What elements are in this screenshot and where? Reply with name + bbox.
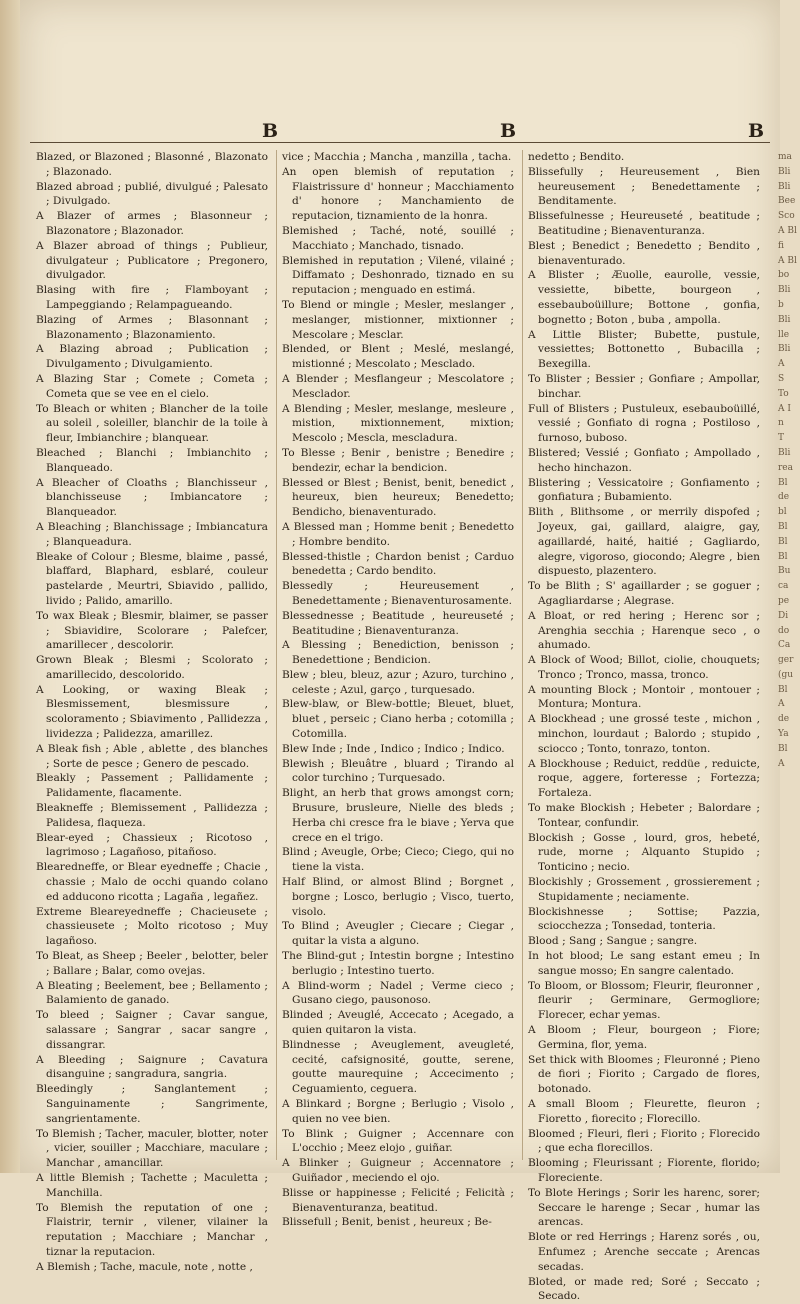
dictionary-entry: A Blinker ; Guigneur ; Accennatore ; Guiñador , meciendo el ojo. — [282, 1157, 514, 1184]
bleed-fragment: Bl — [778, 743, 788, 754]
dictionary-entry: A Blender ; Mesflangeur ; Mescolatore ; Mesclador. — [282, 372, 514, 400]
dictionary-entry: A small Bloom ; Fleurette, fleuron ; Fioretto , fiorecito ; Florecillo. — [528, 1098, 760, 1125]
dictionary-entry: Blazed abroad ; publié, divulgué ; Palesato ; Divulgado. — [36, 180, 268, 208]
dictionary-entry: Blessedly ; Heureusement , Benedettamente ; Bienaventurosamente. — [282, 580, 514, 607]
dictionary-entry: A little Blemish ; Tachette ; Maculetta ; Manchilla. — [36, 1171, 268, 1199]
bleed-fragment: Sco — [778, 211, 795, 222]
dictionary-entry: Blazing of Armes ; Blasonnant ; Blazonamento ; Blazonamiento. — [36, 313, 268, 341]
dictionary-entry: A Blind-worm ; Nadel ; Verme cieco ; Gusano ciego, pausonoso. — [282, 979, 514, 1007]
bleed-fragment: Bu — [778, 566, 791, 577]
dictionary-entry: To be Blith ; S' agaillarder ; se goguer ; Agagliardarse ; Alegrase. — [528, 580, 760, 607]
dictionary-entry: Blasing with fire ; Flamboyant ; Lampeggiando ; Relampagueando. — [36, 284, 268, 311]
bleed-fragment: A — [778, 359, 785, 370]
dictionary-entry: A Blazing Star ; Comete ; Cometa ; Cometa que se vee en el cielo. — [36, 372, 268, 400]
dictionary-entry: Blockishly ; Grossement , grossierement ; Stupidamente ; neciamente. — [528, 876, 760, 903]
bleed-fragment: Ca — [778, 640, 791, 651]
bleed-fragment: Ya — [778, 729, 789, 740]
bleed-fragment: Bli — [778, 181, 791, 192]
bleed-fragment: n — [778, 418, 784, 429]
dictionary-entry: Blemished in reputation ; Vilené, vilainé ; Diffamato ; Deshonrado, tiznado en su reputacion ; menguado en estimá. — [282, 254, 514, 297]
dictionary-column-1 — [36, 150, 268, 1273]
dictionary-entry: To Blend or mingle ; Mesler, meslanger , meslanger, mistionner, mixtionner ; Mescolare ; Mesclar. — [282, 298, 514, 341]
dictionary-entry: Blood ; Sang ; Sangue ; sangre. — [528, 935, 698, 948]
dictionary-entry: Blooming ; Fleurissant ; Fiorente, florido; Floreciente. — [528, 1157, 760, 1184]
dictionary-entry: To wax Bleak ; Blesmir, blaimer, se passer ; Sbiavidire, Scolorare ; Palefcer, amarillecer , descolorir. — [36, 609, 268, 652]
dictionary-entry: To Blesse ; Benir , benistre ; Benedire ; bendezir, echar la bendicion. — [282, 446, 514, 474]
page-header — [30, 120, 770, 143]
dictionary-entry: The Blind-gut ; Intestin borgne ; Intestino berlugio ; Intestino tuerto. — [282, 950, 514, 977]
dictionary-entry: An open blemish of reputation ; Flaistrissure d' honneur ; Macchiamento d' honore ; Manchamiento de reputacion, tiznamiento de la honra. — [282, 165, 514, 223]
bleed-fragment: S — [778, 373, 785, 384]
dictionary-entry: To Blind ; Aveugler ; Ciecare ; Ciegar , quitar la vista a alguno. — [282, 920, 514, 948]
bleed-fragment: To — [778, 388, 789, 399]
dictionary-entry: Blistered; Vessié ; Gonfiato ; Ampollado , hecho hinchazon. — [528, 446, 760, 474]
bleed-fragment: Bli — [778, 166, 791, 177]
bleed-fragment: A — [778, 699, 785, 710]
dictionary-entry: Blew Inde ; Inde , Indico ; Indico ; Indico. — [282, 742, 505, 755]
bleed-fragment: Bee — [778, 196, 796, 207]
dictionary-entry: A Bleeding ; Saignure ; Cavatura disanguine ; sangradura, sangria. — [36, 1053, 268, 1081]
dictionary-column-2 — [282, 150, 514, 1229]
bleed-fragment: A I — [778, 403, 791, 414]
dictionary-entry: A Bleak fish ; Able , ablette , des blanches ; Sorte de pesce ; Genero de pescado. — [36, 742, 268, 770]
header-letter-center: B — [500, 120, 517, 142]
dictionary-entry: Full of Blisters ; Pustuleux, esebauboüillé, vessié ; Gonfiato di rogna ; Postiloso , furnoso, buboso. — [528, 402, 760, 445]
dictionary-entry: Blissefulnesse ; Heureuseté , beatitude ; Beatitudine ; Bienaventuranza. — [528, 210, 760, 237]
dictionary-entry: Blessednesse ; Beatitude , heureuseté ; Beatitudine ; Bienaventuranza. — [282, 609, 514, 637]
dictionary-entry: To Blemish ; Tacher, maculer, blotter, noter , vicier, souiller ; Macchiare, maculare ; Manchar , amancillar. — [36, 1127, 268, 1170]
column-divider — [276, 150, 277, 1160]
bleed-fragment: Bl — [778, 477, 788, 488]
dictionary-entry: Blinded ; Aveuglé, Accecato ; Acegado, a quien quitaron la vista. — [282, 1009, 514, 1037]
dictionary-entry: Set thick with Bloomes ; Fleuronné ; Pieno de fiori ; Fiorito ; Cargado de flores, botonado. — [528, 1053, 760, 1096]
bleed-fragment: Bli — [778, 314, 791, 325]
dictionary-entry: Blistering ; Vessicatoire ; Gonfiamento ; gonfiatura ; Bubamiento. — [528, 476, 760, 504]
dictionary-entry: Bloted, or made red; Soré ; Seccato ; Secado. — [528, 1275, 760, 1303]
column-divider — [522, 150, 523, 1160]
bleed-fragment: Bli — [778, 285, 791, 296]
dictionary-entry: Blear-eyed ; Chassieux ; Ricotoso , lagrimoso ; Lagañoso, pitañoso. — [36, 831, 268, 859]
dictionary-entry: Blissefully ; Heureusement , Bien heureusement ; Benedettamente ; Benditamente. — [528, 165, 760, 208]
bleed-fragment: T — [778, 433, 785, 444]
dictionary-entry: To bleed ; Saigner ; Cavar sangue, salassare ; Sangrar , sacar sangre , dissangrar. — [36, 1009, 268, 1051]
dictionary-entry: nedetto ; Bendito. — [528, 151, 625, 163]
dictionary-entry: Blew-blaw, or Blew-bottle; Bleuet, bluet, bluet , perseic ; Ciano herba ; cotomilla ; Cotomilla. — [282, 698, 514, 741]
dictionary-entry: Blight, an herb that grows amongst corn; Brusure, brusleure, Nielle des bleds ; Herba chi cresce fra le biave ; Yerva que crece en el trigo. — [282, 787, 514, 844]
dictionary-entry: Bleached ; Blanchi ; Imbianchito ; Blanqueado. — [36, 446, 268, 474]
bleed-fragment: Bli — [778, 447, 791, 458]
dictionary-entry: A Bleaching ; Blanchissage ; Imbiancatura ; Blanqueadura. — [36, 520, 268, 548]
dictionary-entry: A Blockhead ; une grossé teste , michon , minchon, lourdaut ; Balordo ; stupido , sciocco ; Tonto, tonrazo, tonton. — [528, 713, 760, 755]
dictionary-entry: Blazed, or Blazoned ; Blasonné , Blazonato ; Blazonado. — [36, 151, 268, 178]
dictionary-entry: Blessed-thistle ; Chardon benist ; Carduo benedetta ; Cardo bendito. — [282, 550, 514, 578]
dictionary-entry: A Blazing abroad ; Publication ; Divulgamento ; Divulgamiento. — [36, 343, 268, 371]
dictionary-entry: To Bleach or whiten ; Blancher de la toile au soleil , soleiller, blanchir de la toile à fleur, Imbianchire ; blanquear. — [36, 402, 268, 445]
dictionary-entry: Blisse or happinesse ; Felicité ; Felicità ; Bienaventuranza, beatitud. — [282, 1186, 514, 1214]
dictionary-entry: A Blinkard ; Borgne ; Berlugio ; Visolo , quien no vee bien. — [282, 1098, 514, 1125]
bleed-fragment: bo — [778, 270, 790, 281]
dictionary-entry: Blith , Blithsome , or merrily dispofed ; Joyeux, gai, gaillard, alaigre, gay, agaillardé, haité, haitié ; Gagliardo, alegre, vigoroso, giocondo; Alegre , bien dispuesto, plazentero. — [528, 506, 760, 578]
bleed-fragment: ger — [778, 655, 794, 666]
dictionary-entry: Blended, or Blent ; Meslé, meslangé, mistionné ; Mescolato ; Mesclado. — [282, 343, 514, 371]
bleed-fragment: rea — [778, 462, 793, 473]
dictionary-entry: Blissefull ; Benit, benist , heureux ; Be- — [282, 1216, 492, 1229]
page-left-edge — [0, 0, 20, 1173]
bleed-fragment: de — [778, 714, 790, 725]
dictionary-entry: Bleedingly ; Sanglantement ; Sanguinamente ; Sangrimente, sangrientamente. — [36, 1083, 268, 1125]
bleed-fragment: Bli — [778, 344, 791, 355]
dictionary-entry: Extreme Bleareyedneffe ; Chacieusete ; chassieusete ; Molto ricotoso ; Muy lagañoso. — [36, 905, 268, 948]
bleed-fragment: ca — [778, 581, 789, 592]
dictionary-entry: Blearedneffe, or Blear eyedneffe ; Chacie , chassie ; Malo de occhi quando colano ed adducono ricotta ; Lagaña , legañez. — [36, 861, 268, 903]
bleed-fragment: Bl — [778, 684, 788, 695]
dictionary-entry: A Blazer abroad of things ; Publieur, divulgateur ; Publicatore ; Pregonero, divulgador. — [36, 239, 268, 282]
dictionary-entry: Blessed or Blest ; Benist, benit, benedict , heureux, bien heureux; Benedetto; Bendicho, bienaventurado. — [282, 476, 514, 519]
dictionary-entry: Bleakly ; Passement ; Pallidamente ; Palidamente, flacamente. — [36, 772, 268, 800]
dictionary-entry: To Blote Herings ; Sorir les harenc, sorer; Seccare le harenge ; Secar , humar las arencas. — [528, 1186, 760, 1229]
dictionary-entry: Half Blind, or almost Blind ; Borgnet , borgne ; Losco, berlugio ; Visco, tuerto, visolo. — [282, 876, 514, 918]
dictionary-entry: A mounting Block ; Montoir , montouer ; Montura; Montura. — [528, 683, 760, 711]
dictionary-entry: To Blink ; Guigner ; Accennare con L'occhio ; Meez elojo , guiñar. — [282, 1127, 514, 1155]
dictionary-entry: A Block of Wood; Billot, ciolie, chouquets; Tronco ; Tronco, massa, tronco. — [528, 654, 760, 681]
dictionary-entry: Blest ; Benedict ; Benedetto ; Bendito , bienaventurado. — [528, 239, 760, 267]
bleed-fragment: (gu — [778, 669, 794, 680]
dictionary-entry: Grown Bleak ; Blesmi ; Scolorato ; amarillecido, descolorido. — [36, 654, 268, 681]
bleed-fragment: do — [778, 625, 790, 636]
header-letter-right: B — [748, 120, 765, 142]
dictionary-entry: Blindnesse ; Aveuglement, aveugleté, cecité, cafsignosité, goutte, serene, goutte maurequine ; Accecimento ; Ceguamiento, ceguera. — [282, 1038, 514, 1096]
dictionary-entry: Blind ; Aveugle, Orbe; Cieco; Ciego, qui no tiene la vista. — [282, 846, 514, 874]
dictionary-entry: Blote or red Herrings ; Harenz sorés , ou, Enfumez ; Arenche seccate ; Arencas secadas. — [528, 1231, 760, 1273]
dictionary-entry: To Bloom, or Blossom; Fleurir, fleuronner , fleurir ; Germinare, Germogliore; Florecer, echar yemas. — [528, 979, 760, 1022]
bleed-fragment: pe — [778, 595, 790, 606]
bleed-fragment: A — [778, 758, 785, 769]
next-page-bleed-text — [778, 150, 800, 1160]
dictionary-entry: A Little Blister; Bubette, pustule, vessiettes; Bottonetto , Bubacilla ; Bexegilla. — [528, 328, 760, 371]
dictionary-entry: vice ; Macchia ; Mancha , manzilla , tacha. — [282, 151, 512, 163]
dictionary-entry: Blockishnesse ; Sottise; Pazzia, sciocchezza ; Tonsedad, tonteria. — [528, 905, 760, 933]
dictionary-entry: To Bleat, as Sheep ; Beeler , belotter, beler ; Ballare ; Balar, como ovejas. — [36, 950, 268, 977]
dictionary-entry: Blockish ; Gosse , lourd, gros, hebeté, rude, morne ; Alquanto Stupido ; Tonticino ; necio. — [528, 831, 760, 874]
dictionary-entry: Blewish ; Bleuâtre , bluard ; Tirando al color turchino ; Turquesado. — [282, 757, 514, 785]
dictionary-entry: A Bloat, or red hering ; Herenc sor ; Arenghia secchia ; Harenque seco , o ahumado. — [528, 609, 760, 652]
dictionary-entry: A Blazer of armes ; Blasonneur ; Blazonatore ; Blazonador. — [36, 210, 268, 237]
bleed-fragment: Bl — [778, 551, 788, 562]
bleed-fragment: fi — [778, 240, 785, 251]
bleed-fragment: A Bl — [778, 225, 797, 236]
bleed-fragment: Bl — [778, 536, 788, 547]
dictionary-entry: Bloomed ; Fleuri, fleri ; Fiorito ; Florecido ; que echa florecillos. — [528, 1127, 760, 1155]
bleed-fragment: Di — [778, 610, 789, 621]
dictionary-entry: A Bleacher of Cloaths ; Blanchisseur , blanchisseuse ; Imbiancatore ; Blanqueador. — [36, 476, 268, 519]
dictionary-entry: A Blessed man ; Homme benit ; Benedetto ; Hombre bendito. — [282, 520, 514, 548]
dictionary-column-3 — [528, 150, 760, 1303]
bleed-fragment: bl — [778, 507, 787, 518]
dictionary-entry: A Blockhouse ; Reduict, reddüe , reduicte, roque, aggere, forteresse ; Fortezza; Fortaleza. — [528, 757, 760, 800]
dictionary-entry: A Blister ; Æuolle, eaurolle, vessie, vessiette, bibette, bourgeon , essebauboüillure; Bottone , gonfia, bognetto ; Boton , buba , ampolla. — [528, 269, 760, 326]
dictionary-entry: Blemished ; Taché, noté, souillé ; Macchiato ; Manchado, tisnado. — [282, 224, 514, 252]
header-letter-left: B — [262, 120, 279, 142]
dictionary-entry: A Bloom ; Fleur, bourgeon ; Fiore; Germina, flor, yema. — [528, 1024, 760, 1051]
dictionary-entry: A Blessing ; Benediction, benisson ; Benedettione ; Bendicion. — [282, 639, 514, 667]
dictionary-entry: A Blemish ; Tache, macule, note , notte , — [36, 1260, 253, 1273]
dictionary-entry: To Blemish the reputation of one ; Flaistrir, ternir , vilener, vilainer la reputation ; Macchiare ; Manchar , tiznar la reputacion. — [36, 1201, 268, 1258]
dictionary-entry: A Bleating ; Beelement, bee ; Bellamento ; Balamiento de ganado. — [36, 979, 268, 1007]
dictionary-entry: Bleakneffe ; Blemissement , Pallidezza ; Palidesa, flaqueza. — [36, 802, 268, 829]
bleed-fragment: Bl — [778, 521, 788, 532]
bleed-fragment: ma — [778, 152, 792, 162]
dictionary-entry: A Blending ; Mesler, meslange, mesleure , mistion, mixtionnement, mixtion; Mescolo ; Mescla, mescladura. — [282, 402, 514, 445]
bleed-fragment: b — [778, 299, 784, 310]
dictionary-entry: Blew ; bleu, bleuz, azur ; Azuro, turchino , celeste ; Azul, garço , turquesado. — [282, 668, 514, 696]
dictionary-entry: To Blister ; Bessier ; Gonfiare ; Ampollar, binchar. — [528, 372, 760, 400]
dictionary-entry: In hot blood; Le sang estant emeu ; In sangue mosso; En sangre calentado. — [528, 950, 760, 977]
dictionary-entry: A Looking, or waxing Bleak ; Blesmissement, blesmissure , scoloramento ; Sbiavimento , Pallidezza , lividezza ; Palidezza, amarillez. — [36, 683, 268, 741]
dictionary-entry: Bleake of Colour ; Blesme, blaime , passé, blaffard, Blaphard, esblaré, couleur pastelarde , Meurtri, Sbiavido , pallido, livido ; Palido, amarillo. — [36, 550, 268, 607]
dictionary-entry: To make Blockish ; Hebeter ; Balordare ; Tontear, confundir. — [528, 802, 760, 829]
bleed-fragment: de — [778, 492, 790, 503]
bleed-fragment: A Bl — [778, 255, 797, 266]
bleed-fragment: lle — [778, 329, 790, 340]
